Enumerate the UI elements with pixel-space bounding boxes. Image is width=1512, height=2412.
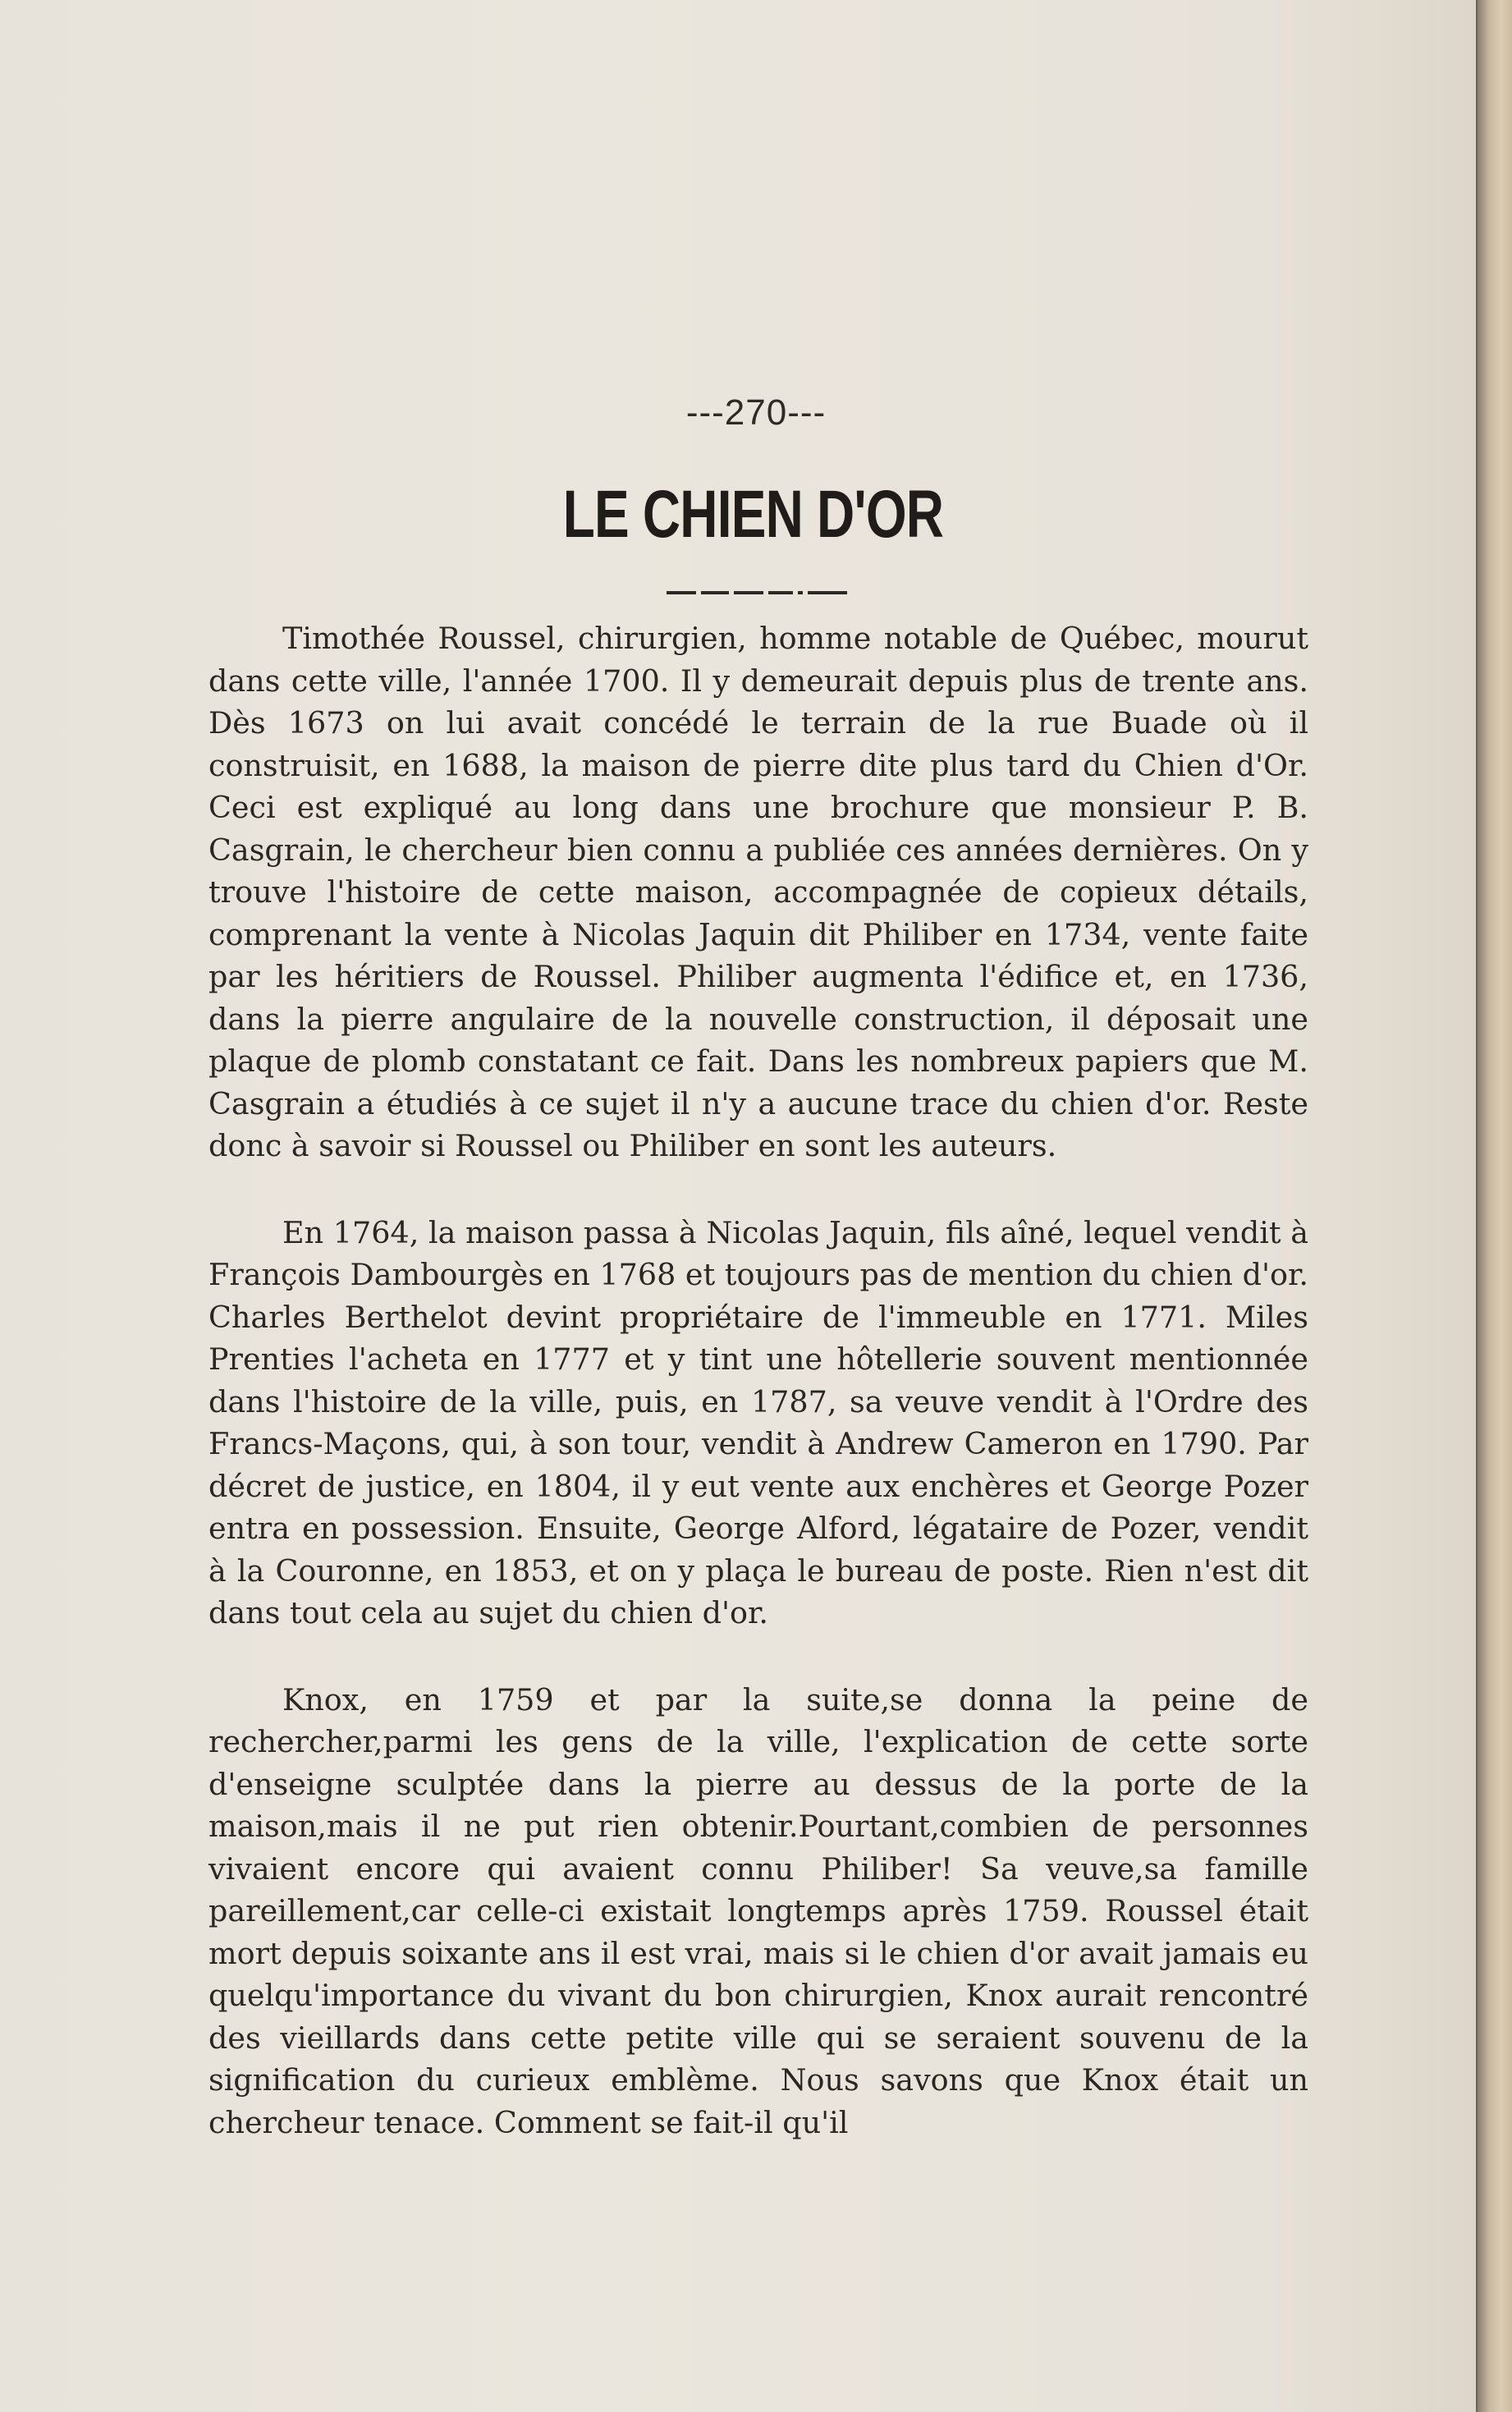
page-edge <box>1478 0 1512 2412</box>
chapter-title: LE CHIEN D'OR <box>562 477 944 552</box>
paragraph-1: Timothée Roussel, chirurgien, homme notable de Québec, mourut dans cette ville, l'année 1700. Il y demeurait depuis plus de trente ans. Dès 1673 on lui avait concédé le terrain de la rue Buade où il construisit, en 1688, la maison de pierre dite plus tard du Chien d'Or. Ceci est expliqué au long dans une brochure que monsieur P. B. Casgrain, le chercheur bien connu a publiée ces années dernières. On y trouve l'histoire de cette maison, accompagnée de copieux détails, comprenant la vente à Nicolas Jaquin dit Philiber en 1734, vente faite par les héritiers de Roussel. Philiber augmenta l'édifice et, en 1736, dans la pierre angulaire de la nouvelle construction, il déposait une plaque de plomb constatant ce fait. Dans les nombreux papiers que M. Casgrain a étudiés à ce sujet il n'y a aucune trace du chien d'or. Reste donc à savoir si Roussel ou Philiber en sont les auteurs. <box>208 621 1308 1163</box>
body-text <box>208 617 1308 2144</box>
title-ornament-rule <box>667 591 847 594</box>
paragraph-2: En 1764, la maison passa à Nicolas Jaquin, fils aîné, lequel vendit à François Dambourgès en 1768 et toujours pas de mention du chien d'or. Charles Berthelot devint propriétaire de l'immeuble en 1771. Miles Prenties l'acheta en 1777 et y tint une hôtellerie souvent mentionnée dans l'histoire de la ville, puis, en 1787, sa veuve vendit à l'Ordre des Francs-Maçons, qui, à son tour, vendit à Andrew Cameron en 1790. Par décret de justice, en 1804, il y eut vente aux enchères et George Pozer entra en possession. Ensuite, George Alford, légataire de Pozer, vendit à la Couronne, en 1853, et on y plaça le bureau de poste. Rien n'est dit dans tout cela au sujet du chien d'or. <box>208 1214 1308 1630</box>
page-number: ---270--- <box>685 392 827 433</box>
paragraph-3: Knox, en 1759 et par la suite,se donna la peine de rechercher,parmi les gens de la ville, l'explication de cette sorte d'enseigne sculptée dans la pierre au dessus de la porte de la maison,mais il ne put rien obtenir.Pourtant,combien de personnes vivaient encore qui avaient connu Philiber! Sa veuve,sa famille pareillement,car celle-ci existait longtemps après 1759. Roussel était mort depuis soixante ans il est vrai, mais si le chien d'or avait jamais eu quelqu'importance du vivant du bon chirurgien, Knox aurait rencontré des vieillards dans cette petite ville qui se seraient souvenu de la signification du curieux emblème. Nous savons que Knox était un chercheur tenace. Comment se fait-il qu'il <box>208 1681 1308 2140</box>
